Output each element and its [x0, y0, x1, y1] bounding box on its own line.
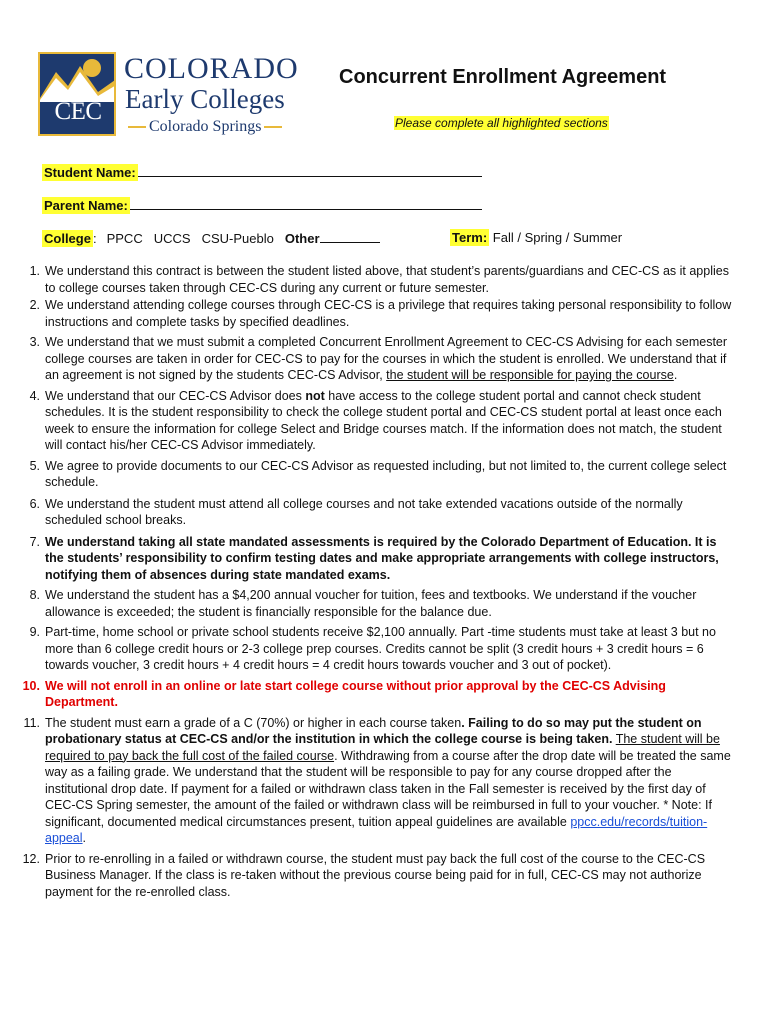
tuition-appeal-link[interactable]: ppcc.edu/records/tuition-appeal	[45, 814, 708, 845]
cec-logo	[38, 52, 299, 144]
instruction-note: Please complete all highlighted sections	[395, 116, 608, 130]
list-item-2: 2. We understand attending college courses through CEC-CS is a privilege that requires taking personal responsibility to follow instructions and complete tasks by specified deadlines.	[29, 298, 732, 329]
college-label: College	[44, 231, 91, 246]
list-item-5: 5. We agree to provide documents to our CEC-CS Advisor as requested including, but not limited to, the current college select schedule.	[29, 458, 727, 489]
student-name-row	[42, 164, 482, 180]
college-option-csu-pueblo[interactable]: CSU-Pueblo	[201, 231, 274, 246]
term-options[interactable]: Fall / Spring / Summer	[492, 230, 623, 245]
term-row	[450, 230, 622, 245]
college-option-other[interactable]: Other	[284, 231, 320, 246]
logo-line2: Early Colleges	[125, 84, 285, 114]
student-name-field[interactable]	[138, 164, 482, 177]
parent-name-field[interactable]	[130, 197, 482, 210]
other-college-field[interactable]	[320, 230, 380, 243]
list-item-3: 3. We understand that we must submit a completed Concurrent Enrollment Agreement to CEC-CS Advising for each semester college courses are taken in order for CEC-CS to pay for the courses in which the student is enrolled. We understand that if an agreement is not signed by the students CEC-CS Advisor, the student will be responsible for paying the course.	[29, 335, 728, 382]
logo-line3: Colorado Springs	[125, 118, 285, 136]
list-item-12: 12. Prior to re-enrolling in a failed or withdrawn course, the student must pay back the full cost of the course to the CEC-CS Business Manager. If the class is re-taken without the previous course being paid for in full, CEC-CS may not authorize payment for the re-enrolled class.	[22, 851, 706, 899]
term-label: Term:	[452, 230, 488, 245]
logo-emblem	[38, 52, 116, 136]
list-item-10: 10. We will not enroll in an online or late start college course without prior approval by the CEC-CS Advising Department.	[22, 678, 666, 709]
page-title: Concurrent Enrollment Agreement	[339, 66, 667, 88]
parent-name-label: Parent Name:	[44, 198, 128, 213]
college-option-uccs[interactable]: UCCS	[153, 231, 191, 246]
agreement-list	[14, 263, 734, 900]
list-item-6: 6. We understand the student must attend all college courses and not take extended vacations outside of the normally scheduled school breaks.	[29, 496, 683, 527]
list-item-7: 7. We understand taking all state mandated assessments is required by the Colorado Department of Education. It is the students’ responsibility to confirm testing dates and make appropriate arrangements with college instructors, notifying them of absences during state mandated exams.	[29, 534, 719, 582]
list-item-1: 1. We understand this contract is between the student listed above, that student’s parents/guardians and CEC-CS as it applies to college courses taken through CEC-CS during any current or future semester.	[29, 264, 729, 295]
college-option-ppcc[interactable]: PPCC	[106, 231, 143, 246]
list-item-8: 8. We understand the student has a $4,200 annual voucher for tuition, fees and textbooks. We understand if the voucher allowance is exceeded; the student is financially responsible for the balance due.	[29, 588, 697, 619]
list-item-11: 11. The student must earn a grade of a C (70%) or higher in each course taken. Failing to do so may put the student on probationary status at CEC-CS and/or the institution in which the college course is being taken. The student will be required to pay back the full cost of the failed course. Withdrawing from a course after the drop date will be treated the same way as a failing grade. We understand that the student will be responsible to pay for any course dropped after the institutional drop date. If payment for a failed or withdrawn class taken in the Fall semester is received by the first day of CEC-CS Spring semester, the amount of the failed or withdrawn class will be reimbursed in full to your voucher. * Note: If significant, documented medical circumstances present, tuition appeal guidelines are available ppcc.edu/records/tuition-appeal.	[23, 715, 731, 845]
parent-name-row	[42, 197, 482, 213]
list-item-9: 9. Part-time, home school or private school students receive $2,100 annually. Part -time students must take at least 3 but no more than 6 college credit hours or 2-3 college prep courses. Credits cannot be split (3 credit hours + 3 credit hours = 6 towards voucher, 3 credit hours + 4 credit hours = 4 credit hours towards voucher and 3 out of pocket).	[29, 625, 716, 672]
logo-abbr: CEC	[54, 98, 102, 125]
list-item-4: 4. We understand that our CEC-CS Advisor does not have access to the college student portal and cannot check student schedules. It is the student responsibility to check the college student portal and CEC-CS student portal at least once each week to ensure the information for college Select and Bridge courses match. If the information does not match, the student will contact his/her CEC-CS Advisor immediately.	[29, 388, 722, 452]
student-name-label: Student Name:	[44, 165, 136, 180]
logo-line1: COLORADO	[124, 52, 299, 85]
college-row: College : PPCC UCCS CSU-Pueblo Other	[42, 230, 380, 246]
